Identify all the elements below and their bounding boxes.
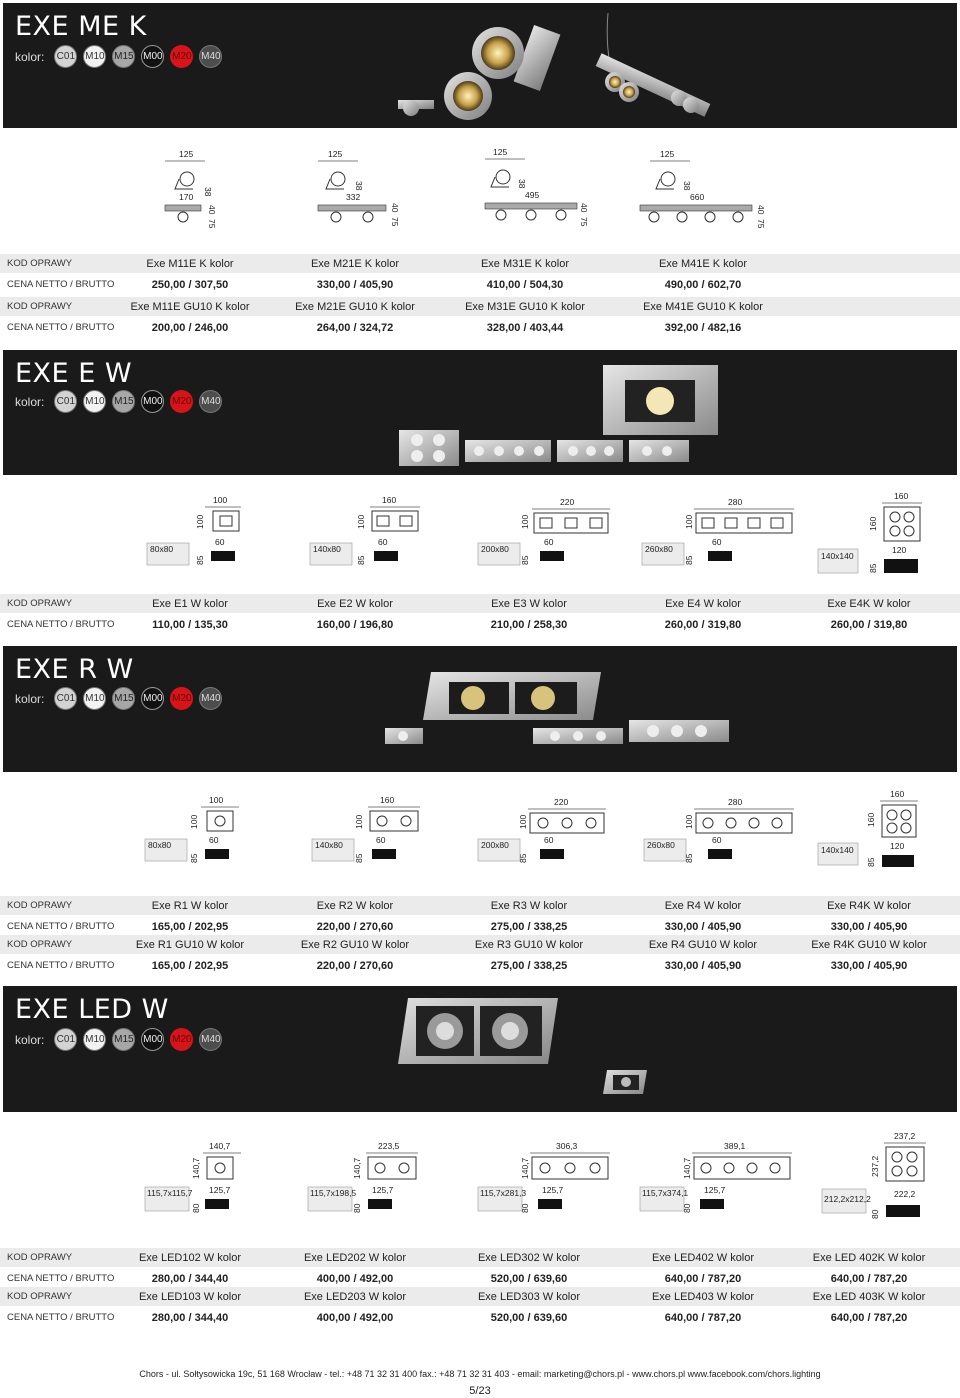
dim-top: 125	[660, 149, 675, 159]
dim-h1: 40	[756, 205, 766, 215]
row-label: KOD OPRAWY	[7, 1291, 73, 1302]
dim-cut: 80x80	[148, 840, 172, 850]
dim-depth: 85	[520, 555, 530, 565]
diagram-led-2	[308, 1141, 418, 1213]
dim-cut: 200x80	[481, 840, 509, 850]
dimension-diagrams-led-w	[0, 1125, 960, 1225]
dim-side: 237,2	[870, 1155, 880, 1177]
swatch-c01[interactable]: C01	[54, 687, 77, 710]
dim-h2: 75	[756, 219, 766, 229]
diagram-r-3	[478, 797, 606, 863]
table-cell: 220,00 / 270,60	[316, 959, 394, 972]
row-label: KOD OPRAWY	[7, 301, 73, 312]
table-cell: Exe R4 GU10 W kolor	[648, 938, 758, 951]
diagram-led-3	[478, 1141, 610, 1213]
section-band-exe-led-w	[3, 986, 957, 1112]
row-label: CENA NETTO / BRUTTO	[7, 921, 115, 932]
table-row	[0, 594, 960, 613]
table-cell: 410,00 / 504,30	[486, 278, 564, 291]
dim-inner: 60	[712, 835, 722, 845]
dim-side: 100	[356, 514, 366, 529]
row-label: CENA NETTO / BRUTTO	[7, 322, 115, 333]
product-photo-recessed-double	[383, 668, 763, 748]
dim-inner: 60	[378, 537, 388, 547]
diagram-led-4	[640, 1141, 792, 1213]
table-row	[0, 935, 960, 954]
swatch-m15[interactable]: M15	[112, 687, 135, 710]
dim-cut: 140x140	[821, 845, 854, 855]
table-cell: Exe E3 W kolor	[491, 597, 567, 610]
dim-depth: 85	[866, 857, 876, 867]
dim-side: 160	[866, 812, 876, 827]
row-label: KOD OPRAWY	[7, 1252, 73, 1263]
section-band-exe-e-w	[3, 350, 957, 475]
dim-top: 125	[179, 149, 194, 159]
dim-top: 125	[493, 147, 508, 157]
dim-side: 100	[684, 514, 694, 529]
dim-top: 220	[560, 497, 575, 507]
table-cell: 328,00 / 403,44	[486, 321, 564, 334]
dim-cut: 115,7x281,3	[480, 1188, 527, 1198]
table-cell: 400,00 / 492,00	[316, 1272, 394, 1285]
swatch-m20[interactable]: M20	[170, 1028, 193, 1051]
swatch-m10[interactable]: M10	[83, 45, 106, 68]
table-cell: 165,00 / 202,95	[151, 920, 229, 933]
table-cell: Exe E4 W kolor	[665, 597, 741, 610]
dimension-diagrams-r-w	[0, 785, 960, 880]
table-row	[0, 318, 960, 337]
company-footer: Chors - ul. Sołtysowicka 19c, 51 168 Wrocław - tel.: +48 71 32 31 400 fax.: +48 71 32 31 403 - email: marketing@chors.pl - www.chors.pl www.facebook.com/chors.lighting	[139, 1369, 821, 1379]
dim-depth: 80	[520, 1203, 530, 1213]
swatch-m00[interactable]: M00	[141, 45, 164, 68]
product-photo-recessed-square	[393, 360, 723, 470]
table-cell: 165,00 / 202,95	[151, 959, 229, 972]
dim-depth: 80	[682, 1203, 692, 1213]
dimension-diagrams-e-w	[0, 485, 960, 585]
dim-top: 100	[213, 495, 228, 505]
dim-top: 220	[554, 797, 569, 807]
dim-depth: 85	[868, 563, 878, 573]
table-cell: 392,00 / 482,16	[664, 321, 742, 334]
diagram-r-2	[312, 795, 420, 863]
dim-inner: 60	[376, 835, 386, 845]
swatch-m10[interactable]: M10	[83, 1028, 106, 1051]
table-cell: Exe LED103 W kolor	[138, 1290, 242, 1303]
table-cell: Exe R3 GU10 W kolor	[474, 938, 584, 951]
swatch-m40[interactable]: M40	[199, 45, 222, 68]
dim-side: 160	[868, 516, 878, 531]
table-cell: Exe M11E K kolor	[146, 257, 234, 270]
color-options	[15, 390, 228, 413]
table-cell: Exe R4K W kolor	[827, 899, 911, 912]
section-band-exe-me-k	[3, 3, 957, 128]
dim-top: 223,5	[378, 1141, 400, 1151]
table-cell: 330,00 / 405,90	[830, 920, 908, 933]
table-cell: 275,00 / 338,25	[490, 920, 568, 933]
diagram-e-4	[642, 497, 794, 565]
table-cell: Exe M41E GU10 K kolor	[643, 300, 763, 313]
diagram-me-4	[640, 149, 766, 229]
dim-top: 160	[894, 491, 909, 501]
dim-top: 306,3	[556, 1141, 578, 1151]
dim-h2: 75	[579, 217, 589, 227]
swatch-m40[interactable]: M40	[199, 390, 222, 413]
diagram-led-1	[145, 1141, 241, 1213]
dim-inner: 125,7	[372, 1185, 394, 1195]
dim-depth: 80	[191, 1203, 201, 1213]
table-cell: 110,00 / 135,30	[152, 618, 228, 631]
table-cell: Exe R1 W kolor	[151, 899, 229, 912]
dim-h1: 40	[390, 203, 400, 213]
table-row	[0, 1248, 960, 1267]
table-cell: Exe LED402 W kolor	[651, 1251, 755, 1264]
dim-depth: 85	[684, 555, 694, 565]
dim-inner: 60	[544, 537, 554, 547]
dim-inner: 60	[544, 835, 554, 845]
dim-side: 140,7	[352, 1157, 362, 1179]
dim-top: 160	[890, 789, 905, 799]
dim-cut: 200x80	[481, 544, 509, 554]
swatch-m10[interactable]: M10	[83, 390, 106, 413]
dim-cut: 140x80	[315, 840, 343, 850]
dimension-diagrams-me-k	[0, 145, 960, 235]
dim-side: 100	[354, 814, 364, 829]
dim-inner: 125,7	[704, 1185, 726, 1195]
dim-side: 140,7	[520, 1157, 530, 1179]
table-cell: Exe LED203 W kolor	[303, 1290, 407, 1303]
table-cell: Exe M41E K kolor	[658, 257, 748, 270]
diagram-me-2	[318, 149, 400, 227]
section-band-exe-r-w	[3, 646, 957, 772]
table-cell: 520,00 / 639,60	[490, 1311, 568, 1324]
row-label: CENA NETTO / BRUTTO	[7, 1312, 115, 1323]
swatch-m10[interactable]: M10	[83, 687, 106, 710]
dim-top: 100	[209, 795, 224, 805]
kolor-label: kolor:	[15, 1032, 45, 1047]
dim-side: 100	[520, 514, 530, 529]
table-cell: 250,00 / 307,50	[151, 278, 229, 291]
section-title: EXE R W	[15, 654, 134, 685]
kolor-label: kolor:	[15, 691, 45, 706]
dim-inner: 60	[209, 835, 219, 845]
dim-cut: 140x140	[821, 551, 854, 561]
table-cell: Exe R2 GU10 W kolor	[300, 938, 410, 951]
dim-inner: 125,7	[542, 1185, 564, 1195]
swatch-c01[interactable]: C01	[54, 1028, 77, 1051]
table-cell: 260,00 / 319,80	[664, 618, 742, 631]
table-cell: Exe M31E K kolor	[480, 257, 570, 270]
diagram-r-1	[145, 795, 239, 863]
kolor-label: kolor:	[15, 49, 45, 64]
swatch-m20[interactable]: M20	[170, 687, 193, 710]
dim-h2: 75	[207, 219, 217, 229]
dim-side: 38	[682, 181, 692, 191]
dim-cut: 260x80	[645, 544, 673, 554]
table-cell: 640,00 / 787,20	[664, 1311, 742, 1324]
dim-side: 38	[203, 187, 213, 197]
table-cell: Exe M21E K kolor	[310, 257, 400, 270]
table-cell: 264,00 / 324,72	[316, 321, 394, 334]
dim-depth: 85	[684, 853, 694, 863]
table-cell: 330,00 / 405,90	[664, 959, 742, 972]
dim-side: 140,7	[682, 1157, 692, 1179]
row-label: CENA NETTO / BRUTTO	[7, 279, 115, 290]
dim-h1: 40	[579, 203, 589, 213]
table-cell: 640,00 / 787,20	[830, 1311, 908, 1324]
table-row	[0, 1269, 960, 1288]
dim-top: 389,1	[724, 1141, 746, 1151]
dim-top: 280	[728, 497, 743, 507]
dim-cut: 115,7x115,7	[147, 1188, 193, 1198]
swatch-c01[interactable]: C01	[54, 390, 77, 413]
dim-width: 170	[179, 192, 194, 202]
table-cell: 330,00 / 405,90	[664, 920, 742, 933]
dim-h1: 40	[207, 205, 217, 215]
table-cell: Exe LED 402K W kolor	[812, 1251, 926, 1264]
section-title: EXE LED W	[15, 994, 169, 1025]
table-cell: 220,00 / 270,60	[316, 920, 394, 933]
dim-side: 100	[518, 814, 528, 829]
table-cell: 280,00 / 344,40	[151, 1311, 229, 1324]
table-row	[0, 615, 960, 634]
table-cell: Exe R3 W kolor	[490, 899, 568, 912]
table-cell: Exe R4K GU10 W kolor	[811, 938, 927, 951]
dim-top: 125	[328, 149, 343, 159]
dim-top: 280	[728, 797, 743, 807]
table-row	[0, 956, 960, 975]
dim-inner: 60	[712, 537, 722, 547]
dim-width: 660	[690, 192, 705, 202]
diagram-r-4	[644, 797, 794, 863]
row-label: KOD OPRAWY	[7, 939, 73, 950]
product-photo-led-recessed	[398, 994, 568, 1109]
table-cell: Exe LED202 W kolor	[303, 1251, 407, 1264]
table-cell: Exe M31E GU10 K kolor	[465, 300, 585, 313]
row-label: CENA NETTO / BRUTTO	[7, 619, 115, 630]
dim-cut: 80x80	[150, 544, 174, 554]
dim-cut: 260x80	[647, 840, 675, 850]
dim-cut: 115,7x374,1	[642, 1188, 689, 1198]
row-label: KOD OPRAWY	[7, 900, 73, 911]
swatch-m15[interactable]: M15	[112, 45, 135, 68]
table-cell: 260,00 / 319,80	[830, 618, 908, 631]
table-row	[0, 1308, 960, 1327]
dim-depth: 85	[195, 555, 205, 565]
dim-inner: 125,7	[209, 1185, 231, 1195]
diagram-me-3	[485, 147, 589, 227]
diagram-e-2	[310, 495, 420, 565]
product-photo-spotlights	[393, 8, 733, 126]
dim-h2: 75	[390, 217, 400, 227]
dim-top: 237,2	[894, 1131, 916, 1141]
diagram-r-4k	[818, 789, 918, 867]
section-title: EXE E W	[15, 358, 133, 389]
dim-inner: 120	[892, 545, 907, 555]
diagram-e-3	[478, 497, 610, 565]
swatch-m00[interactable]: M00	[141, 1028, 164, 1051]
table-cell: 200,00 / 246,00	[151, 321, 229, 334]
table-cell: 640,00 / 787,20	[664, 1272, 742, 1285]
dim-side: 100	[195, 514, 205, 529]
swatch-m00[interactable]: M00	[141, 687, 164, 710]
dim-depth: 85	[354, 853, 364, 863]
table-cell: 275,00 / 338,25	[490, 959, 568, 972]
swatch-m20[interactable]: M20	[170, 45, 193, 68]
row-label: CENA NETTO / BRUTTO	[7, 960, 115, 971]
dim-side: 100	[684, 814, 694, 829]
dim-side: 38	[354, 181, 364, 191]
row-label: KOD OPRAWY	[7, 598, 73, 609]
diagram-e-4k	[818, 491, 922, 573]
dim-depth: 85	[518, 853, 528, 863]
table-cell: Exe M21E GU10 K kolor	[295, 300, 415, 313]
dim-depth: 80	[870, 1209, 880, 1219]
dim-side: 100	[189, 814, 199, 829]
dim-width: 332	[346, 192, 361, 202]
color-options	[15, 1028, 228, 1051]
table-cell: Exe E4K W kolor	[827, 597, 911, 610]
table-cell: 520,00 / 639,60	[490, 1272, 568, 1285]
table-cell: Exe M11E GU10 K kolor	[130, 300, 250, 313]
table-row	[0, 896, 960, 915]
diagram-e-1	[147, 495, 241, 565]
swatch-m20[interactable]: M20	[170, 390, 193, 413]
swatch-m40[interactable]: M40	[199, 1028, 222, 1051]
table-row	[0, 297, 960, 316]
dim-depth: 80	[352, 1203, 362, 1213]
kolor-label: kolor:	[15, 394, 45, 409]
table-cell: 160,00 / 196,80	[316, 618, 394, 631]
color-options	[15, 45, 228, 68]
table-cell: Exe LED302 W kolor	[477, 1251, 581, 1264]
dim-cut: 140x80	[313, 544, 341, 554]
swatch-m15[interactable]: M15	[112, 1028, 135, 1051]
swatch-m40[interactable]: M40	[199, 687, 222, 710]
dim-width: 495	[525, 190, 540, 200]
section-title: EXE ME K	[15, 11, 147, 42]
table-cell: Exe R4 W kolor	[664, 899, 742, 912]
dim-top: 160	[382, 495, 397, 505]
dim-side: 38	[517, 179, 527, 189]
table-cell: Exe R1 GU10 W kolor	[135, 938, 245, 951]
table-cell: Exe LED102 W kolor	[138, 1251, 242, 1264]
table-row	[0, 917, 960, 936]
table-cell: Exe E2 W kolor	[317, 597, 393, 610]
row-label: CENA NETTO / BRUTTO	[7, 1273, 115, 1284]
page-number: 5/23	[469, 1385, 491, 1397]
dim-inner: 60	[215, 537, 225, 547]
table-cell: Exe R2 W kolor	[316, 899, 394, 912]
table-cell: 330,00 / 405,90	[316, 278, 394, 291]
diagram-me-1	[165, 149, 217, 229]
table-cell: 400,00 / 492,00	[316, 1311, 394, 1324]
table-cell: 490,00 / 602,70	[664, 278, 742, 291]
table-cell: 330,00 / 405,90	[830, 959, 908, 972]
table-row	[0, 254, 960, 273]
table-cell: 210,00 / 258,30	[490, 618, 568, 631]
row-label: KOD OPRAWY	[7, 258, 73, 269]
table-row	[0, 275, 960, 294]
color-options	[15, 687, 228, 710]
dim-side: 140,7	[191, 1157, 201, 1179]
dim-inner: 120	[890, 841, 905, 851]
table-cell: Exe LED 403K W kolor	[812, 1290, 926, 1303]
dim-depth: 85	[189, 853, 199, 863]
dim-depth: 85	[356, 555, 366, 565]
table-cell: 640,00 / 787,20	[830, 1272, 908, 1285]
product-photo-led-small	[601, 1068, 651, 1098]
table-cell: Exe E1 W kolor	[152, 597, 228, 610]
table-cell: 280,00 / 344,40	[151, 1272, 229, 1285]
table-cell: Exe LED403 W kolor	[651, 1290, 755, 1303]
table-row	[0, 1287, 960, 1306]
dim-top: 160	[380, 795, 395, 805]
table-cell: Exe LED303 W kolor	[477, 1290, 581, 1303]
diagram-led-4k	[822, 1131, 926, 1219]
dim-cut: 115,7x198,5	[310, 1188, 357, 1198]
dim-top: 140,7	[209, 1141, 231, 1151]
swatch-c01[interactable]: C01	[54, 45, 77, 68]
swatch-m15[interactable]: M15	[112, 390, 135, 413]
swatch-m00[interactable]: M00	[141, 390, 164, 413]
dim-inner: 222,2	[894, 1189, 916, 1199]
dim-cut: 212,2x212,2	[824, 1194, 871, 1204]
